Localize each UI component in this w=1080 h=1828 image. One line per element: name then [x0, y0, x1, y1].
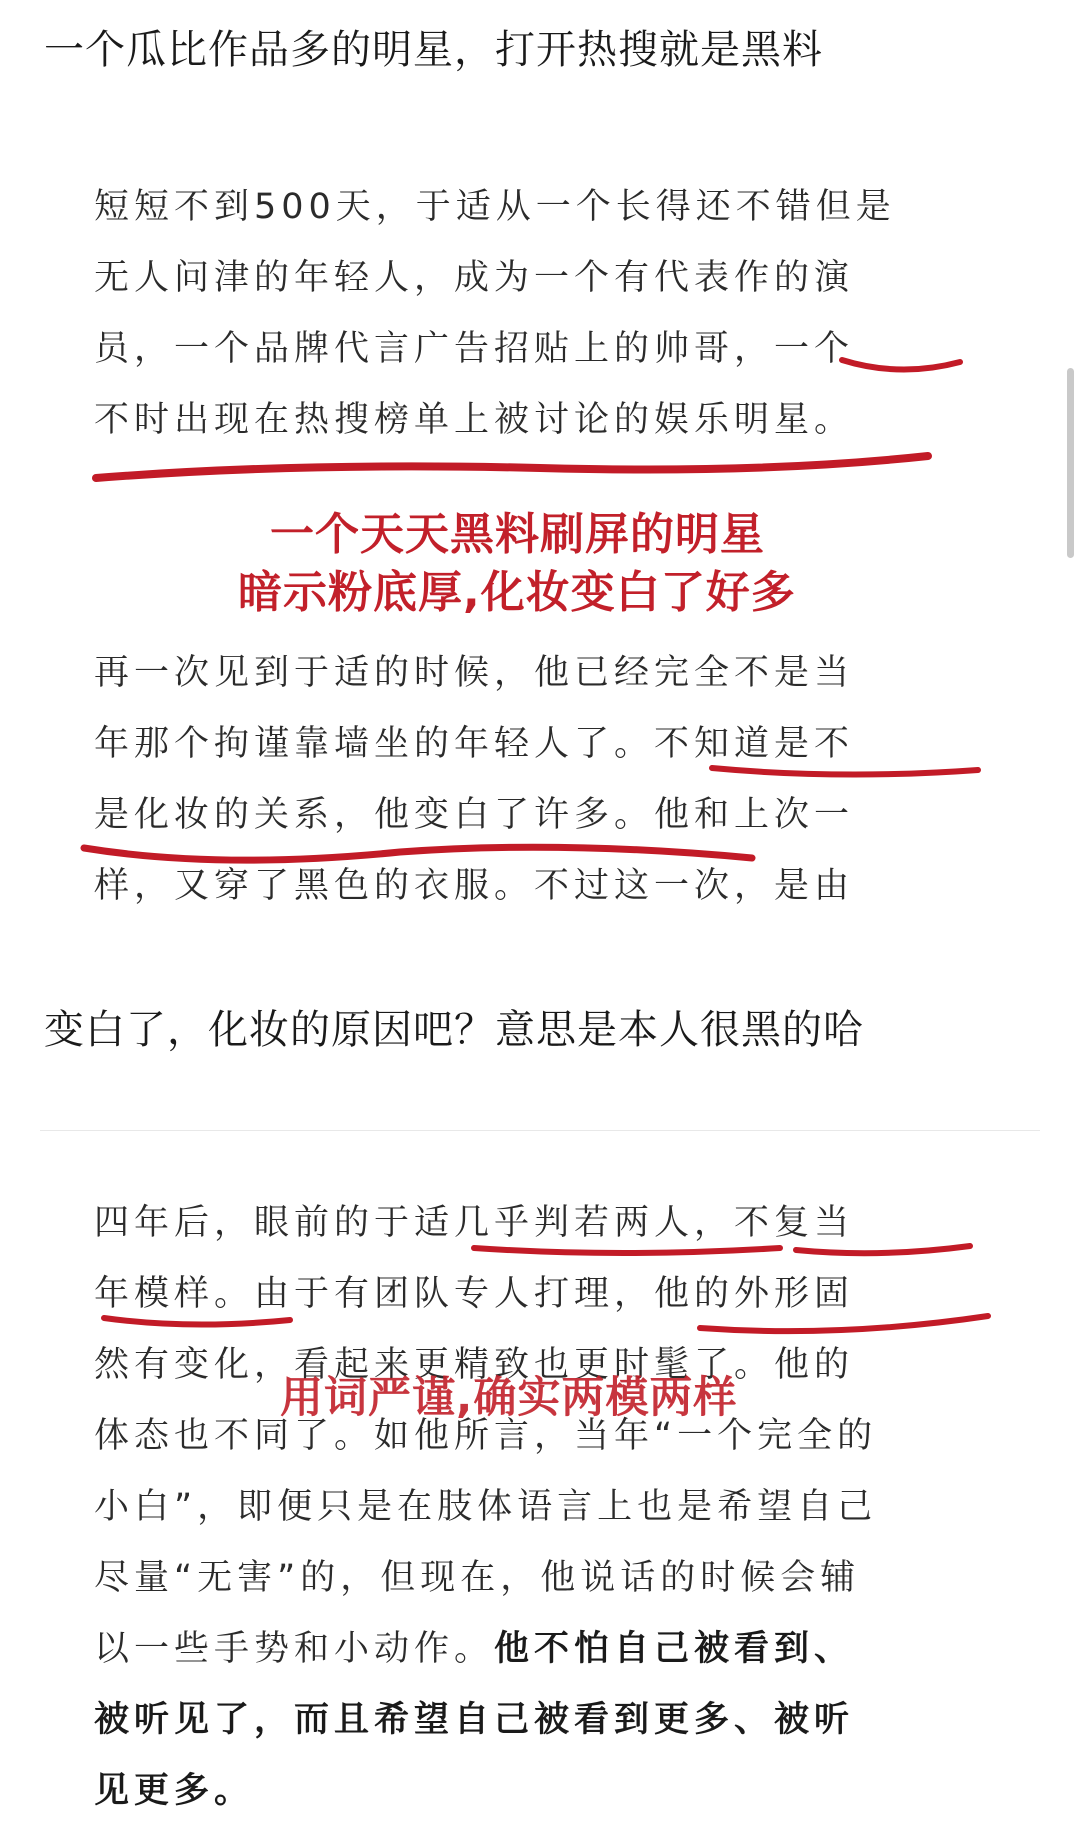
- excerpt-line: 体态也不同了。如他所言，当年“一个完全的: [94, 1416, 878, 1456]
- excerpt-line: 不时出现在热搜榜单上被讨论的娱乐明星。: [94, 400, 855, 440]
- post-heading: 一个瓜比作品多的明星，打开热搜就是黑料: [44, 27, 823, 73]
- handwritten-annotation: 用词严谨,确实两模两样: [280, 1373, 738, 1423]
- excerpt-line: [94, 1685, 954, 1756]
- excerpt-bold-text: 他不怕自己被看到、: [494, 1629, 855, 1669]
- excerpt-line: 无人问津的年轻人，成为一个有代表作的演: [94, 258, 855, 298]
- excerpt-line: 然有变化，看起来更精致也更时髦了。他的: [94, 1345, 855, 1385]
- excerpt-line: [94, 1756, 954, 1827]
- excerpt-line: 尽量“无害”的，但现在，他说话的时候会辅: [94, 1558, 861, 1598]
- excerpt-line: 四年后，眼前的于适几乎判若两人，不复当: [94, 1203, 855, 1243]
- excerpt-line: 是化妆的关系，他变白了许多。他和上次一: [94, 795, 855, 835]
- handwritten-annotation: 一个天天黑料刷屏的明星: [270, 509, 765, 560]
- excerpt-line: 年那个拘谨靠墙坐的年轻人了。不知道是不: [94, 724, 855, 764]
- scrollbar-thumb[interactable]: [1067, 368, 1074, 558]
- excerpt-line: 小白”，即便只是在肢体语言上也是希望自己: [94, 1487, 878, 1527]
- handwritten-annotation: 暗示粉底厚,化妆变白了好多: [238, 567, 796, 618]
- excerpt-line: 再一次见到于适的时候，他已经完全不是当: [94, 653, 855, 693]
- excerpt-bold-text: 见更多。: [94, 1771, 255, 1811]
- excerpt-line: [94, 1614, 954, 1685]
- excerpt-line: 员，一个品牌代言广告招贴上的帅哥，一个: [94, 329, 855, 369]
- excerpt-line: 样，又穿了黑色的衣服。不过这一次，是由: [94, 866, 855, 906]
- excerpt-text: 以一些手势和小动作。: [94, 1629, 495, 1669]
- quoted-excerpt-2: [94, 638, 954, 922]
- excerpt-line: 短短不到500天，于适从一个长得还不错但是: [94, 187, 896, 227]
- post-comment-heading: 变白了，化妆的原因吧？意思是本人很黑的哈: [44, 1007, 864, 1053]
- excerpt-bold-text: 被听见了，而且希望自己被看到更多、被听: [94, 1700, 855, 1740]
- quoted-excerpt-1: [94, 172, 954, 456]
- excerpt-line: 年模样。由于有团队专人打理，他的外形固: [94, 1274, 855, 1314]
- quoted-excerpt-3: [94, 1188, 954, 1827]
